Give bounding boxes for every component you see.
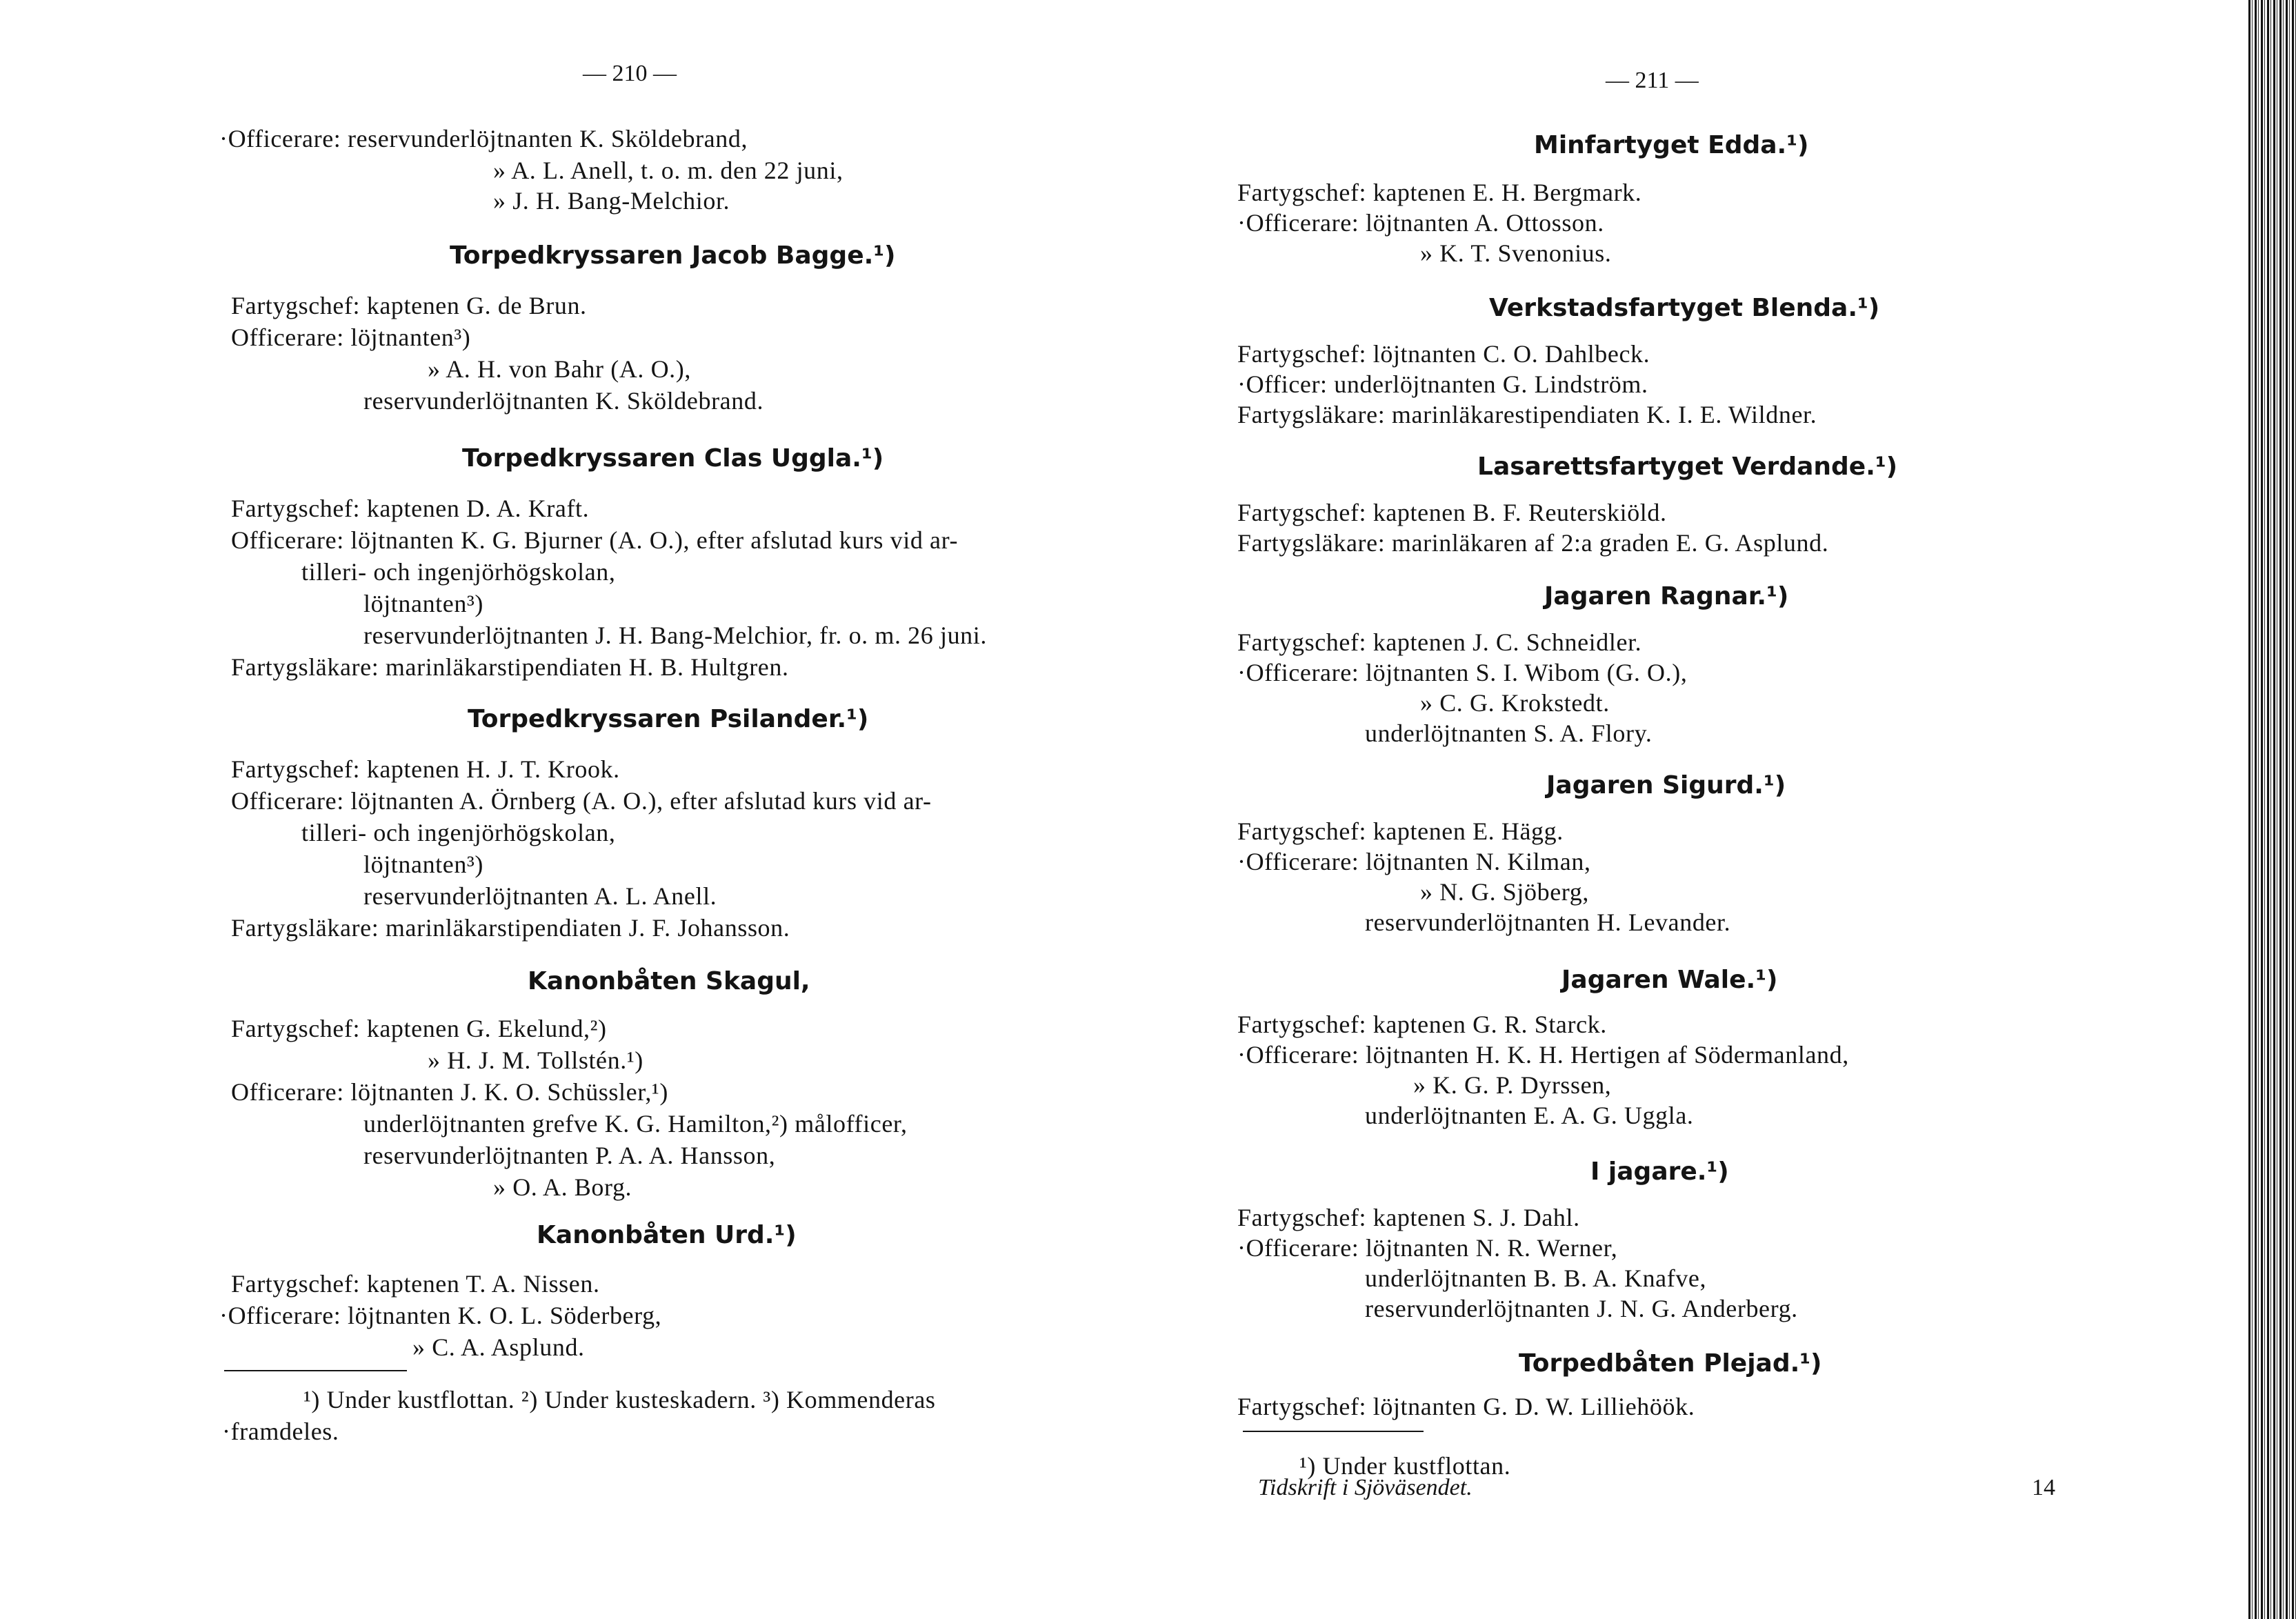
text-line: » K. T. Svenonius. [1420, 239, 1612, 267]
signature-mark: 14 [2032, 1475, 2055, 1500]
section-heading: Kanonbåten Urd.¹) [537, 1221, 797, 1249]
text-line: ·Officerare: reservunderlöjtnanten K. Sköldebrand, [219, 125, 748, 152]
text-line: underlöjtnanten E. A. G. Uggla. [1365, 1102, 1694, 1129]
text-line: Fartygschef: kaptenen B. F. Reuterskiöld. [1237, 499, 1667, 526]
text-line: Fartygsläkare: marinläkarestipendiaten K. I. E. Wildner. [1237, 401, 1817, 428]
text-line: Officerare: löjtnanten K. G. Bjurner (A. O.), efter afslutad kurs vid ar- [231, 526, 959, 554]
text-line: Fartygschef: löjtnanten G. D. W. Lilliehöök. [1237, 1393, 1695, 1420]
text-line: ·Officerare: löjtnanten N. R. Werner, [1237, 1234, 1618, 1262]
section-heading: Torpedkryssaren Psilander.¹) [468, 705, 869, 733]
journal-title: Tidskrift i Sjöväsendet. [1258, 1475, 1473, 1500]
text-line: Fartygschef: kaptenen T. A. Nissen. [231, 1270, 600, 1298]
text-line: » O. A. Borg. [493, 1173, 632, 1201]
text-line: reservunderlöjtnanten A. L. Anell. [363, 882, 717, 910]
section-heading: I jagare.¹) [1590, 1158, 1729, 1186]
text-line: Fartygsläkare: marinläkarstipendiaten J. F. Johansson. [231, 914, 790, 942]
text-line: ·Officerare: löjtnanten K. O. L. Söderberg, [219, 1302, 662, 1329]
text-line: Fartygschef: kaptenen G. Ekelund,²) [231, 1015, 607, 1042]
section-heading: Jagaren Wale.¹) [1561, 966, 1778, 994]
text-line: tilleri- och ingenjörhögskolan, [301, 819, 616, 846]
text-line: reservunderlöjtnanten J. N. G. Anderberg. [1365, 1295, 1798, 1322]
text-line: ·Officerare: löjtnanten N. Kilman, [1237, 848, 1591, 875]
text-line: ·Officerare: löjtnanten H. K. H. Hertigen af Södermanland, [1237, 1041, 1849, 1069]
text-line: ·Officer: underlöjtnanten G. Lindström. [1237, 370, 1648, 398]
text-line: tilleri- och ingenjörhögskolan, [301, 558, 616, 586]
text-line: Fartygschef: kaptenen D. A. Kraft. [231, 495, 590, 522]
page-number: — 210 — [583, 61, 677, 86]
text-line: löjtnanten³) [363, 590, 483, 617]
text-line: Fartygschef: kaptenen G. R. Starck. [1237, 1011, 1607, 1038]
footnote: ¹) Under kustflottan. ²) Under kusteskadern. ³) Kommenderas [303, 1386, 936, 1413]
section-heading: Torpedbåten Plejad.¹) [1519, 1349, 1822, 1378]
section-heading: Jagaren Sigurd.¹) [1546, 771, 1786, 799]
section-heading: Jagaren Ragnar.¹) [1544, 582, 1789, 610]
text-line: » C. A. Asplund. [412, 1333, 585, 1361]
text-line: reservunderlöjtnanten J. H. Bang-Melchior, fr. o. m. 26 juni. [363, 622, 987, 649]
text-line: reservunderlöjtnanten K. Sköldebrand. [363, 387, 764, 415]
text-line: ·Officerare: löjtnanten A. Ottosson. [1237, 209, 1604, 237]
text-line: Fartygschef: kaptenen J. C. Schneidler. [1237, 628, 1642, 656]
text-line: ·Officerare: löjtnanten S. I. Wibom (G. O.), [1237, 659, 1688, 686]
text-line: Fartygschef: kaptenen E. H. Bergmark. [1237, 179, 1642, 206]
text-line: Fartygschef: kaptenen S. J. Dahl. [1237, 1204, 1580, 1231]
text-line: » C. G. Krokstedt. [1420, 689, 1610, 717]
text-line: » A. L. Anell, t. o. m. den 22 juni, [493, 157, 843, 184]
footnote-separator [224, 1370, 407, 1371]
text-line: underlöjtnanten grefve K. G. Hamilton,²) målofficer, [363, 1110, 908, 1138]
text-line: underlöjtnanten B. B. A. Knafve, [1365, 1264, 1707, 1292]
section-heading: Torpedkryssaren Clas Uggla.¹) [462, 444, 884, 473]
section-heading: Verkstadsfartyget Blenda.¹) [1489, 294, 1880, 322]
text-line: reservunderlöjtnanten P. A. A. Hansson, [363, 1142, 776, 1169]
text-line: löjtnanten³) [363, 851, 483, 878]
text-line: » J. H. Bang-Melchior. [493, 187, 730, 215]
text-line: Fartygschef: kaptenen G. de Brun. [231, 292, 587, 319]
section-heading: Lasarettsfartyget Verdande.¹) [1477, 453, 1898, 481]
footnote: ·framdeles. [222, 1418, 339, 1445]
text-line: underlöjtnanten S. A. Flory. [1365, 719, 1653, 747]
text-line: Officerare: löjtnanten A. Örnberg (A. O.), efter afslutad kurs vid ar- [231, 787, 932, 815]
text-line: » N. G. Sjöberg, [1420, 878, 1589, 906]
text-line: Fartygsläkare: marinläkaren af 2:a graden E. G. Asplund. [1237, 529, 1829, 557]
text-line: Fartygschef: kaptenen E. Hägg. [1237, 817, 1564, 845]
section-heading: Kanonbåten Skagul, [528, 967, 810, 995]
text-line: Fartygschef: kaptenen H. J. T. Krook. [231, 755, 620, 783]
right-page [1148, 0, 2296, 1619]
page-number: — 211 — [1606, 68, 1699, 93]
text-line: » H. J. M. Tollstén.¹) [428, 1046, 643, 1074]
section-heading: Torpedkryssaren Jacob Bagge.¹) [450, 241, 896, 270]
text-line: Fartygsläkare: marinläkarstipendiaten H. B. Hultgren. [231, 653, 789, 681]
text-line: reservunderlöjtnanten H. Levander. [1365, 908, 1731, 936]
text-line: Officerare: löjtnanten J. K. O. Schüssler,¹) [231, 1078, 668, 1106]
section-heading: Minfartyget Edda.¹) [1534, 131, 1809, 159]
text-line: Officerare: löjtnanten³) [231, 324, 471, 351]
text-line: Fartygschef: löjtnanten C. O. Dahlbeck. [1237, 340, 1650, 368]
book-binding-edge [2248, 0, 2296, 1619]
text-line: » K. G. P. Dyrssen, [1413, 1071, 1612, 1099]
footnote-separator [1243, 1431, 1424, 1432]
footnote: ¹) Under kustflottan. [1299, 1452, 1511, 1480]
text-line: » A. H. von Bahr (A. O.), [428, 355, 691, 383]
